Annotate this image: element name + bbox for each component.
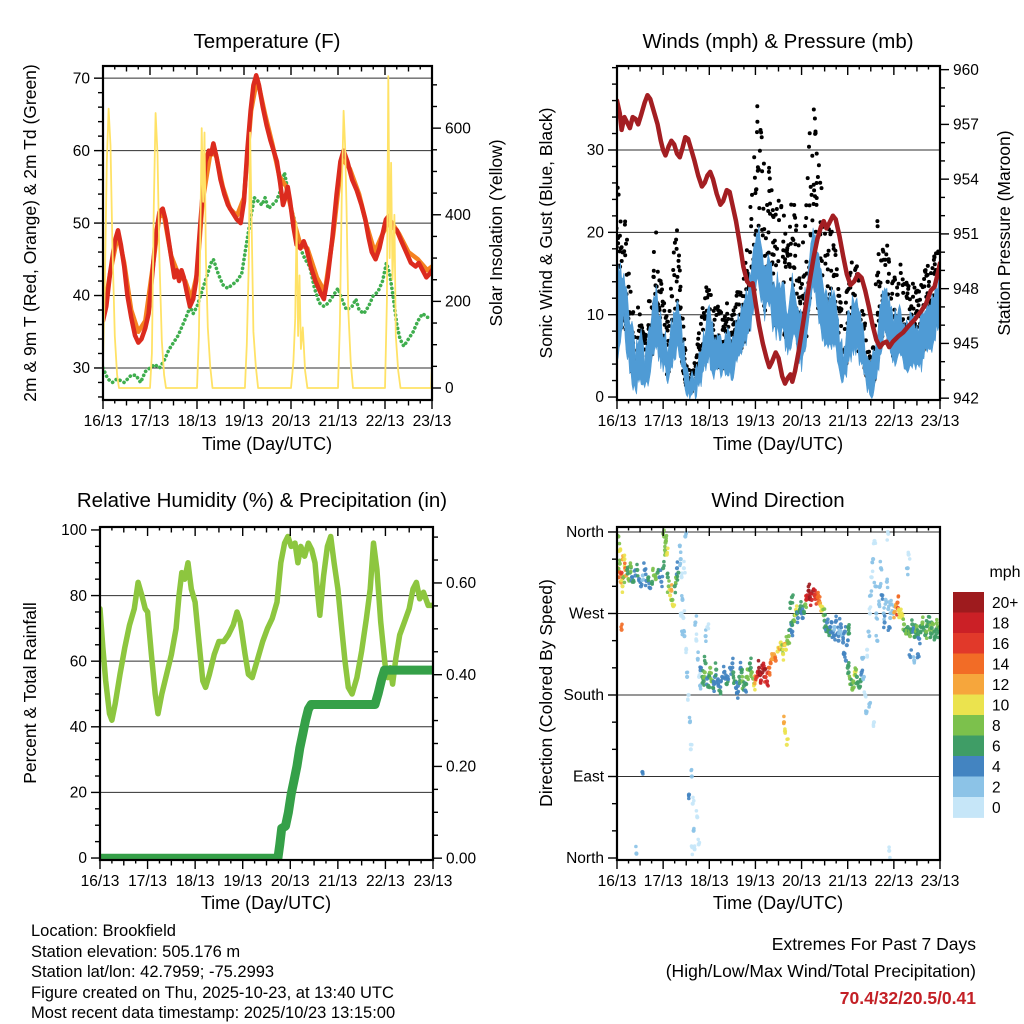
svg-text:12: 12 (992, 676, 1010, 694)
svg-text:10: 10 (992, 697, 1010, 715)
svg-text:16/13: 16/13 (597, 413, 637, 430)
svg-text:948: 948 (953, 280, 979, 298)
svg-text:0: 0 (595, 389, 604, 407)
svg-text:20/13: 20/13 (782, 873, 821, 890)
svg-text:40: 40 (69, 719, 87, 736)
svg-text:21/13: 21/13 (318, 873, 358, 890)
svg-text:0.20: 0.20 (446, 758, 477, 776)
ylabel-right-solar: Solar Insolation (Yellow) (486, 139, 506, 327)
svg-text:18: 18 (992, 615, 1010, 633)
svg-text:100: 100 (61, 522, 87, 540)
svg-text:30: 30 (586, 142, 604, 160)
svg-text:0: 0 (445, 380, 454, 398)
svg-text:951: 951 (953, 226, 979, 244)
ylabel-left-temperature: 2m & 9m T (Red, Orange) & 2m Td (Green) (20, 64, 40, 402)
svg-text:21/13: 21/13 (828, 873, 868, 890)
svg-text:20/13: 20/13 (271, 413, 311, 430)
panel-title-winds-pressure: Winds (mph) & Pressure (mb) (642, 30, 914, 53)
svg-text:10: 10 (586, 306, 604, 324)
svg-text:0: 0 (78, 850, 87, 868)
svg-text:0.40: 0.40 (446, 666, 477, 684)
svg-text:80: 80 (69, 587, 87, 605)
svg-text:70: 70 (72, 70, 90, 88)
svg-text:16/13: 16/13 (83, 413, 123, 430)
svg-text:19/13: 19/13 (736, 873, 775, 890)
svg-text:16/13: 16/13 (80, 873, 120, 890)
svg-text:20/13: 20/13 (782, 413, 821, 430)
temperature-series (103, 75, 432, 388)
svg-text:23/13: 23/13 (413, 873, 453, 890)
svg-text:600: 600 (445, 120, 471, 138)
svg-text:60: 60 (72, 142, 90, 160)
svg-text:22/13: 22/13 (366, 873, 405, 890)
panel-title-temperature: Temperature (F) (193, 30, 341, 53)
svg-text:21/13: 21/13 (828, 413, 868, 430)
svg-text:East: East (572, 768, 604, 786)
svg-text:18/13: 18/13 (689, 873, 729, 890)
svg-text:22/13: 22/13 (874, 413, 914, 430)
extremes-title: Extremes For Past 7 Days (771, 934, 976, 954)
ylabel-right-pressure: Station Pressure (Maroon) (994, 130, 1014, 336)
extremes-block (666, 931, 976, 1012)
svg-text:21/13: 21/13 (318, 413, 358, 430)
svg-text:942: 942 (953, 390, 979, 408)
svg-text:0.60: 0.60 (446, 575, 477, 593)
svg-text:23/13: 23/13 (920, 873, 960, 890)
svg-text:22/13: 22/13 (365, 413, 405, 430)
svg-text:18/13: 18/13 (689, 413, 729, 430)
svg-text:14: 14 (992, 656, 1010, 674)
extremes-subtitle: (High/Low/Max Wind/Total Precipitation) (665, 961, 976, 981)
svg-text:960: 960 (953, 61, 979, 79)
svg-text:20+: 20+ (992, 594, 1019, 612)
svg-text:400: 400 (445, 206, 471, 224)
footer-timestamp: Most recent data timestamp: 2025/10/23 13:15:00 (31, 1004, 396, 1023)
svg-text:4: 4 (992, 758, 1001, 776)
svg-text:20: 20 (69, 784, 87, 802)
speed-colorbar (953, 592, 1018, 818)
svg-text:17/13: 17/13 (130, 413, 170, 430)
svg-text:945: 945 (953, 335, 979, 353)
svg-text:8: 8 (992, 717, 1001, 735)
svg-text:South: South (563, 687, 604, 705)
ylabel-left-direction: Direction (Colored By Speed) (536, 579, 556, 807)
svg-text:22/13: 22/13 (874, 873, 914, 890)
svg-text:6: 6 (992, 738, 1001, 756)
svg-text:North: North (566, 524, 604, 542)
temperature-tick-labels (73, 70, 471, 430)
svg-text:17/13: 17/13 (643, 413, 683, 430)
svg-text:16: 16 (992, 635, 1010, 653)
station-footer (31, 921, 395, 1024)
svg-text:60: 60 (69, 653, 87, 671)
panel-title-humidity-precip: Relative Humidity (%) & Precipitation (in) (76, 489, 448, 512)
svg-text:17/13: 17/13 (643, 873, 683, 890)
extremes-values: 70.4/32/20.5/0.41 (839, 988, 976, 1008)
svg-text:North: North (566, 850, 604, 868)
svg-text:17/13: 17/13 (128, 873, 167, 890)
svg-text:18/13: 18/13 (175, 873, 215, 890)
svg-text:23/13: 23/13 (920, 413, 960, 430)
svg-text:16/13: 16/13 (597, 873, 637, 890)
colorbar-title: mph (989, 564, 1021, 581)
svg-text:0.00: 0.00 (446, 850, 477, 868)
svg-text:West: West (568, 605, 604, 623)
wind-direction-grid (617, 532, 940, 777)
wind-direction-series (615, 528, 942, 859)
svg-text:200: 200 (445, 293, 471, 311)
xlabel-humidity: Time (Day/UTC) (200, 893, 332, 913)
svg-text:957: 957 (953, 116, 979, 134)
footer-location: Location: Brookfield (31, 922, 176, 940)
svg-text:23/13: 23/13 (412, 413, 452, 430)
svg-text:0: 0 (992, 799, 1001, 817)
svg-text:2: 2 (992, 779, 1001, 797)
xlabel-temperature: Time (Day/UTC) (201, 434, 333, 454)
footer-elevation: Station elevation: 505.176 m (31, 942, 241, 961)
svg-text:19/13: 19/13 (736, 413, 775, 430)
svg-text:18/13: 18/13 (177, 413, 217, 430)
xlabel-winds: Time (Day/UTC) (712, 434, 844, 454)
svg-text:40: 40 (72, 287, 90, 305)
svg-text:19/13: 19/13 (223, 873, 263, 890)
ylabel-left-wind: Sonic Wind & Gust (Blue, Black) (536, 107, 556, 359)
svg-text:20: 20 (586, 224, 604, 242)
ylabel-left-humidity: Percent & Total Rainfall (20, 602, 40, 784)
xlabel-direction: Time (Day/UTC) (712, 893, 844, 913)
panel-title-wind-direction: Wind Direction (711, 489, 845, 512)
svg-text:30: 30 (72, 360, 90, 378)
humidity-precip-series (100, 537, 433, 859)
svg-text:50: 50 (72, 215, 90, 233)
humidity-precip-tick-labels (61, 522, 476, 890)
svg-text:19/13: 19/13 (224, 413, 264, 430)
svg-text:954: 954 (953, 171, 979, 189)
footer-created: Figure created on Thu, 2025-10-23, at 13:40 UTC (31, 983, 394, 1002)
footer-latlon: Station lat/lon: 42.7959; -75.2993 (31, 963, 275, 982)
svg-text:20/13: 20/13 (270, 873, 310, 890)
winds-pressure-series (615, 95, 943, 399)
